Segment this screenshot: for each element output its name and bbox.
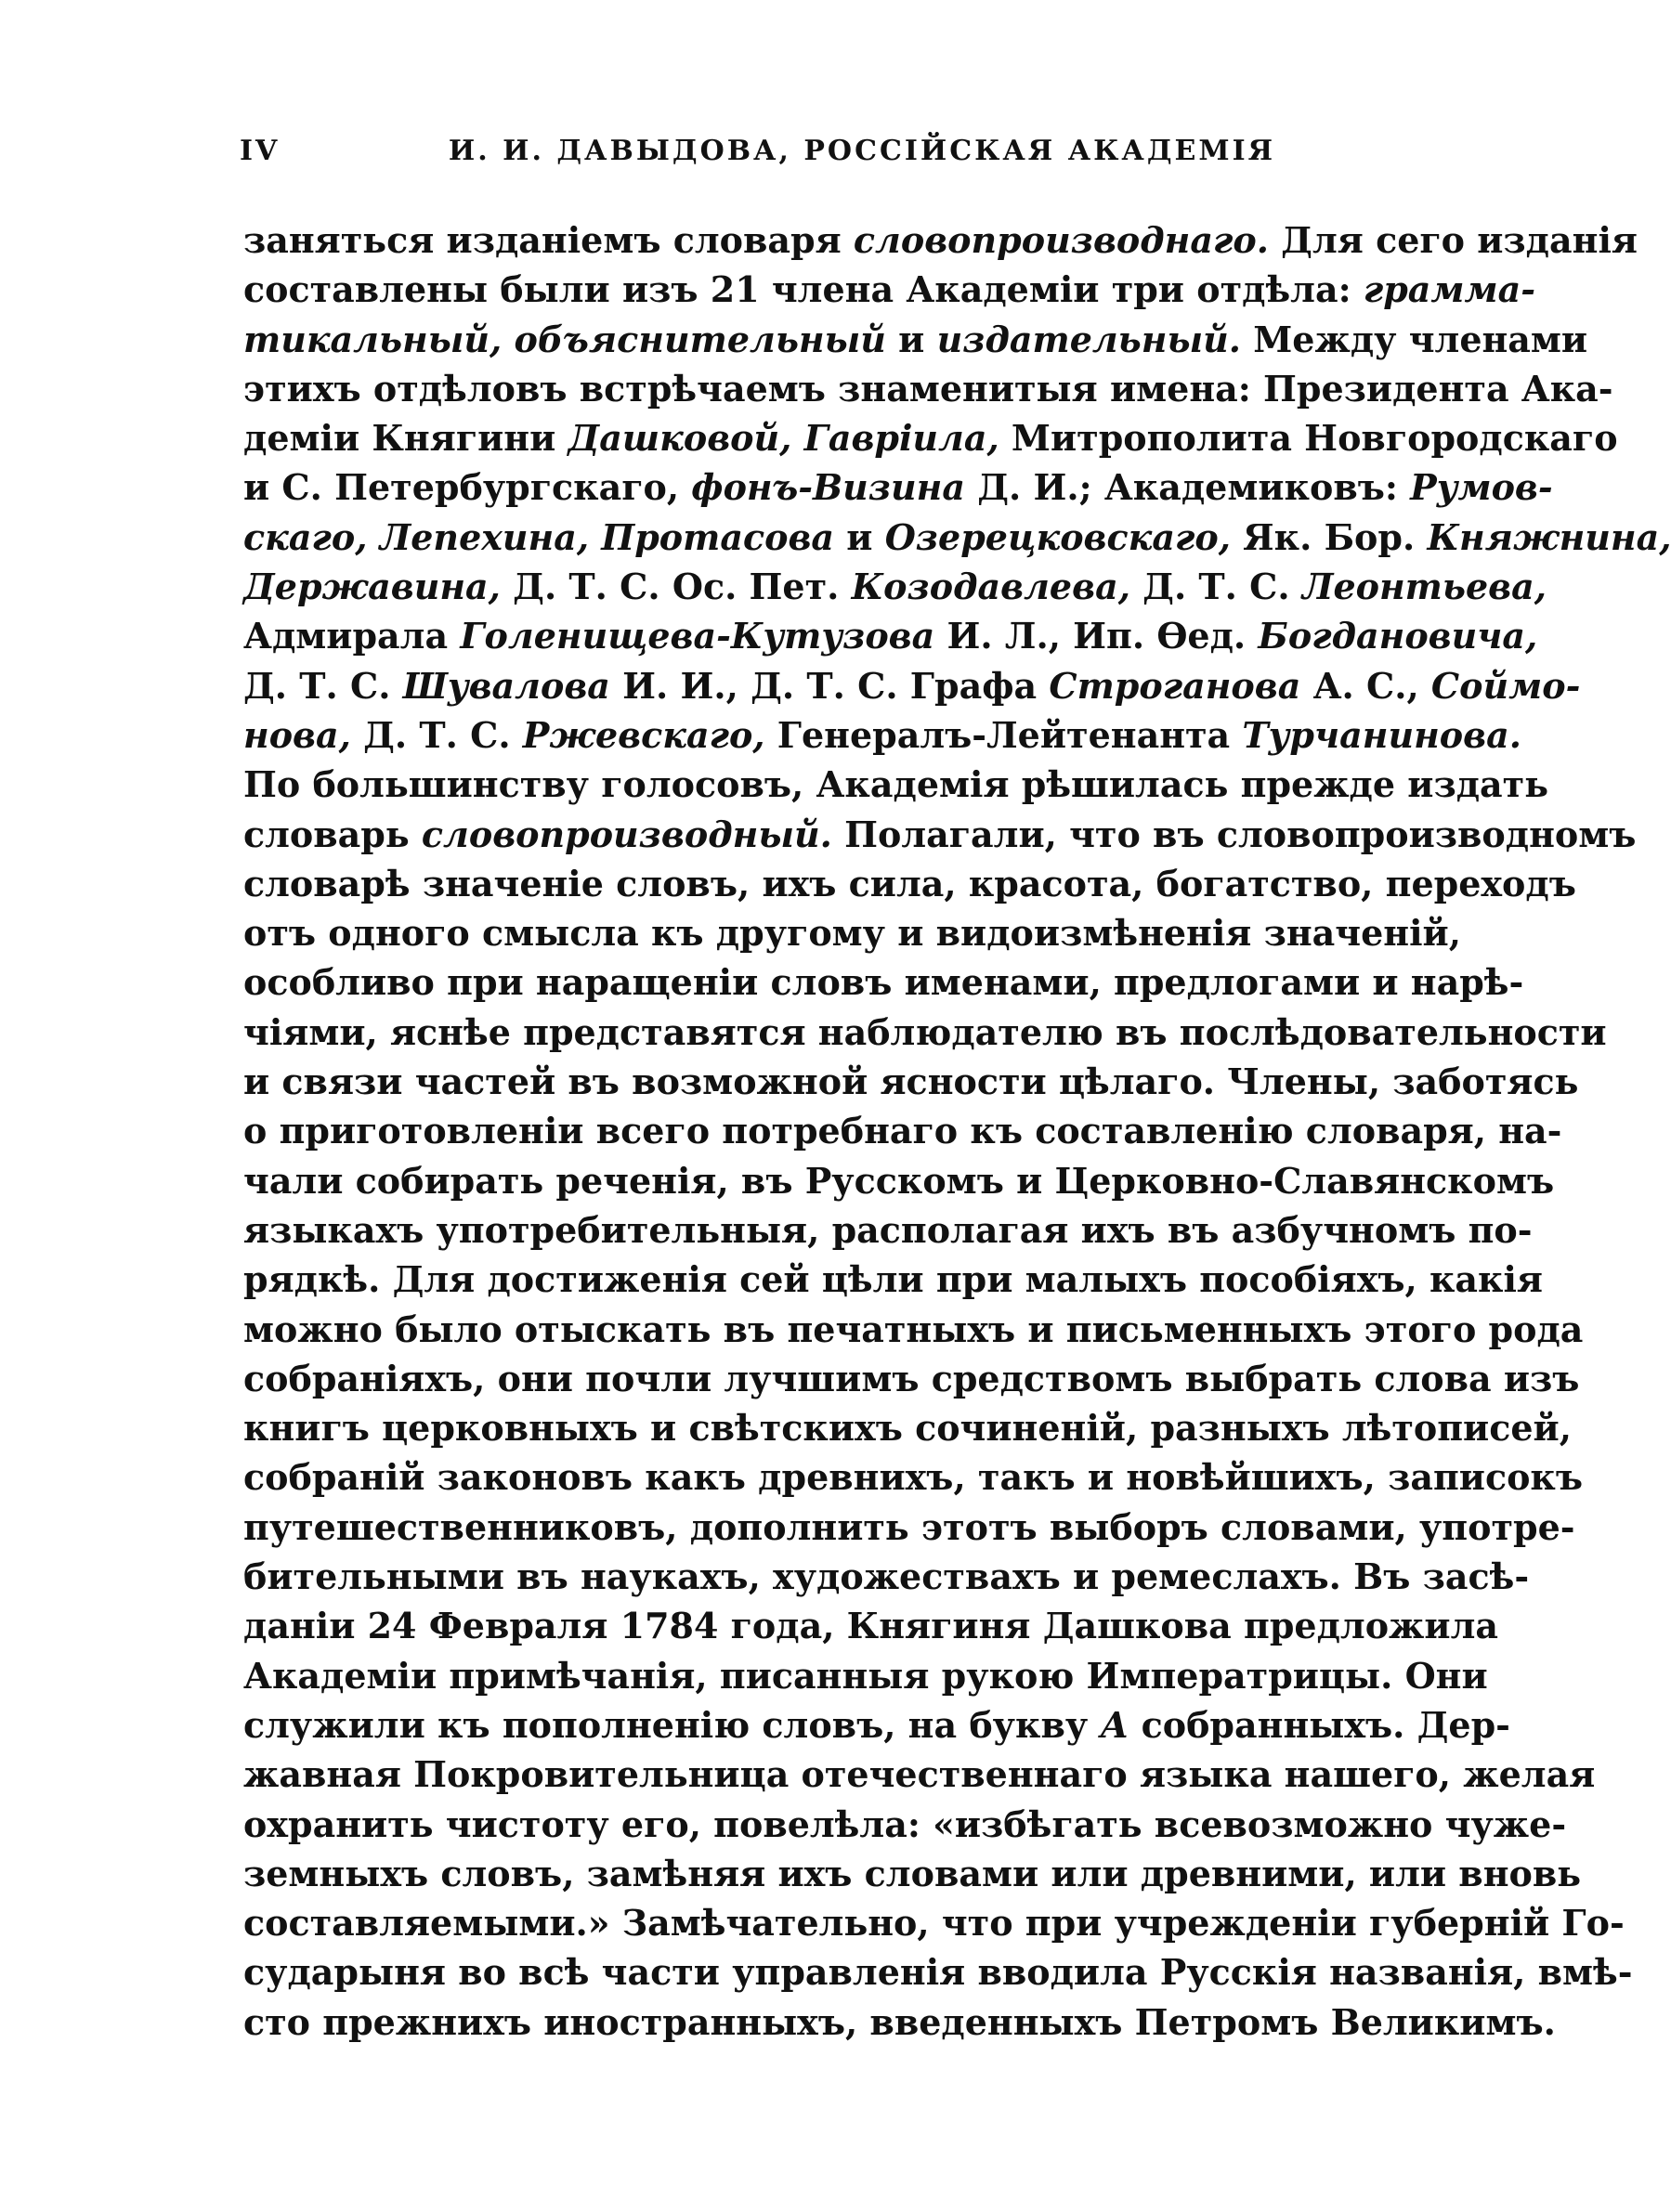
text-line xyxy=(243,1156,1555,1205)
text-line xyxy=(243,760,1549,809)
text-line xyxy=(243,1305,1584,1354)
text-segment: охранить чистоту его, повелѣла: «избѣгать всевозможно чуже- xyxy=(243,1802,1567,1845)
text-line xyxy=(243,1057,1579,1106)
text-segment: Д. Т. С. xyxy=(243,664,403,707)
text-segment: сто прежнихъ иностранныхъ, введенныхъ Петромъ Великимъ. xyxy=(243,2000,1556,2043)
text-segment: словарь xyxy=(243,813,422,855)
italic-text: Строганова xyxy=(1049,664,1301,707)
italic-text: Княжнина, xyxy=(1427,515,1671,558)
page-header xyxy=(240,135,1354,181)
italic-text: Голенищева-Кутузова xyxy=(460,615,935,657)
text-segment: По большинству голосовъ, Академія рѣшилась прежде издать xyxy=(243,763,1549,806)
italic-text: Ржевскаго, xyxy=(522,713,765,756)
body-paragraph xyxy=(243,215,1671,2047)
italic-text: словопроизводнаго. xyxy=(853,219,1269,261)
text-segment: сударыня во всѣ части управленія вводила Русскія названія, вмѣ- xyxy=(243,1951,1633,1994)
text-line xyxy=(243,611,1538,660)
italic-text: тикальный, объяснительный xyxy=(243,318,886,360)
text-segment: Академіи примѣчанія, писанныя рукою Императрицы. Они xyxy=(243,1654,1488,1697)
text-segment: собраніяхъ, они почли лучшимъ средствомъ выбрать слова изъ xyxy=(243,1357,1580,1399)
text-line xyxy=(243,315,1588,364)
text-segment: Д. Т. С. Ос. Пет. xyxy=(500,566,852,608)
text-line xyxy=(243,661,1581,710)
text-line xyxy=(243,215,1638,265)
text-segment: Д. И.; Академиковъ: xyxy=(964,466,1411,509)
text-segment: Генералъ-Лейтенанта xyxy=(764,713,1243,756)
text-line xyxy=(243,1552,1530,1601)
italic-text: Дашковой, Гавріила, xyxy=(568,417,999,460)
text-segment: И. Л., Ип. Ѳед. xyxy=(934,615,1259,657)
text-segment: книгъ церковныхъ и свѣтскихъ сочиненій, разныхъ лѣтописей, xyxy=(243,1407,1572,1450)
text-segment: Для сего изданія xyxy=(1268,219,1638,261)
text-segment: заняться изданіемъ словаря xyxy=(243,219,854,261)
text-segment: языкахъ употребительныя, располагая ихъ въ азбучномъ по- xyxy=(243,1208,1533,1251)
text-line xyxy=(243,413,1618,462)
text-segment: можно было отыскать въ печатныхъ и письменныхъ этого рода xyxy=(243,1308,1584,1350)
text-line xyxy=(243,462,1553,512)
text-segment: и связи частей въ возможной ясности цѣлаго. Члены, заботясь xyxy=(243,1060,1579,1103)
page-number: IV xyxy=(240,135,281,167)
text-line xyxy=(243,1947,1633,1997)
text-segment: Як. Бор. xyxy=(1230,515,1428,558)
text-line xyxy=(243,1700,1510,1750)
text-segment: и xyxy=(885,318,937,360)
text-line xyxy=(243,1452,1584,1502)
text-line xyxy=(243,265,1536,314)
text-line xyxy=(243,1008,1607,1057)
text-line xyxy=(243,908,1461,957)
text-line xyxy=(243,513,1671,562)
text-segment: и С. Петербургскаго, xyxy=(243,466,692,509)
italic-text: издательный. xyxy=(936,318,1241,360)
text-line xyxy=(243,1849,1582,1898)
text-segment: Полагали, что въ словопроизводномъ xyxy=(831,813,1637,855)
text-segment: составлены были изъ 21 члена Академіи три отдѣла: xyxy=(243,268,1364,311)
text-line xyxy=(243,1800,1567,1849)
italic-text: нова, xyxy=(243,713,351,756)
text-line xyxy=(243,1354,1580,1403)
italic-text: скаго, Лепехина, Протасова xyxy=(243,515,835,558)
text-line xyxy=(243,810,1637,859)
text-segment: чіями, яснѣе представятся наблюдателю въ послѣдовательности xyxy=(243,1010,1607,1053)
italic-text: Богдановича, xyxy=(1258,615,1538,657)
text-line xyxy=(243,1503,1575,1552)
italic-text: грамма- xyxy=(1363,268,1536,311)
italic-text: Козодавлева, xyxy=(851,566,1130,608)
italic-text: Озерецковскаго, xyxy=(884,515,1231,558)
text-line xyxy=(243,562,1547,611)
text-segment: даніи 24 Февраля 1784 года, Княгиня Дашкова предложила xyxy=(243,1605,1499,1647)
italic-text: Шувалова xyxy=(402,664,610,707)
text-segment: жавная Покровительница отечественнаго языка нашего, желая xyxy=(243,1753,1596,1796)
text-line xyxy=(243,1750,1596,1799)
text-segment: путешественниковъ, дополнить этотъ выборъ словами, употре- xyxy=(243,1505,1575,1548)
text-segment: Адмирала xyxy=(243,615,461,657)
text-segment: собранныхъ. Дер- xyxy=(1129,1703,1510,1746)
italic-text: А xyxy=(1100,1703,1129,1746)
text-segment: деміи Княгини xyxy=(243,417,568,460)
text-line xyxy=(243,1403,1572,1452)
italic-text: словопроизводный. xyxy=(421,813,832,855)
text-line xyxy=(243,1255,1543,1304)
italic-text: Державина, xyxy=(243,566,501,608)
italic-text: фонъ-Визина xyxy=(691,466,965,509)
text-segment: словарѣ значеніе словъ, ихъ сила, красота, богатство, переходъ xyxy=(243,862,1576,904)
text-segment: А. С., xyxy=(1300,664,1431,707)
text-segment: чали собирать реченія, въ Русскомъ и Церковно-Славянскомъ xyxy=(243,1159,1555,1202)
text-line xyxy=(243,1651,1488,1700)
text-segment: составляемыми.» Замѣчательно, что при учрежденіи губерній Го- xyxy=(243,1902,1625,1945)
text-line xyxy=(243,364,1613,413)
text-segment: этихъ отдѣловъ встрѣчаемъ знаменитыя имена: Президента Ака- xyxy=(243,367,1613,410)
text-line xyxy=(243,1205,1533,1255)
text-segment: служили къ пополненію словъ, на букву xyxy=(243,1703,1101,1746)
text-line xyxy=(243,859,1576,908)
text-segment: собраній законовъ какъ древнихъ, такъ и новѣйшихъ, записокъ xyxy=(243,1456,1584,1499)
text-line xyxy=(243,1898,1625,1947)
italic-text: Турчанинова. xyxy=(1242,713,1521,756)
text-segment: особливо при наращеніи словъ именами, предлогами и нарѣ- xyxy=(243,961,1524,1004)
text-segment: Д. Т. С. xyxy=(350,713,523,756)
italic-text: Соймо- xyxy=(1430,664,1581,707)
italic-text: Леонтьева, xyxy=(1301,566,1547,608)
text-segment: рядкѣ. Для достиженія сей цѣли при малыхъ пособіяхъ, какія xyxy=(243,1258,1543,1301)
text-line xyxy=(243,1601,1499,1650)
text-line xyxy=(243,710,1521,760)
text-segment: И. И., Д. Т. С. Графа xyxy=(609,664,1050,707)
running-title: И. И. ДАВЫДОВА, РОССІЙСКАЯ АКАДЕМІЯ xyxy=(448,135,1276,167)
text-line xyxy=(243,957,1524,1007)
text-segment: Д. Т. С. xyxy=(1129,566,1302,608)
text-segment: бительными въ наукахъ, художествахъ и ремеслахъ. Въ засѣ- xyxy=(243,1555,1530,1598)
text-segment: земныхъ словъ, замѣняя ихъ словами или древними, или вновь xyxy=(243,1852,1582,1894)
text-segment: о приготовленіи всего потребнаго къ составленію словаря, на- xyxy=(243,1110,1562,1152)
text-segment: Между членами xyxy=(1240,318,1588,360)
text-line xyxy=(243,1997,1556,2047)
text-segment: отъ одного смысла къ другому и видоизмѣненія значеній, xyxy=(243,912,1461,955)
italic-text: Румов- xyxy=(1410,466,1553,509)
text-segment: и xyxy=(834,515,885,558)
text-line xyxy=(243,1106,1562,1155)
text-segment: Митрополита Новгородскаго xyxy=(999,417,1618,460)
